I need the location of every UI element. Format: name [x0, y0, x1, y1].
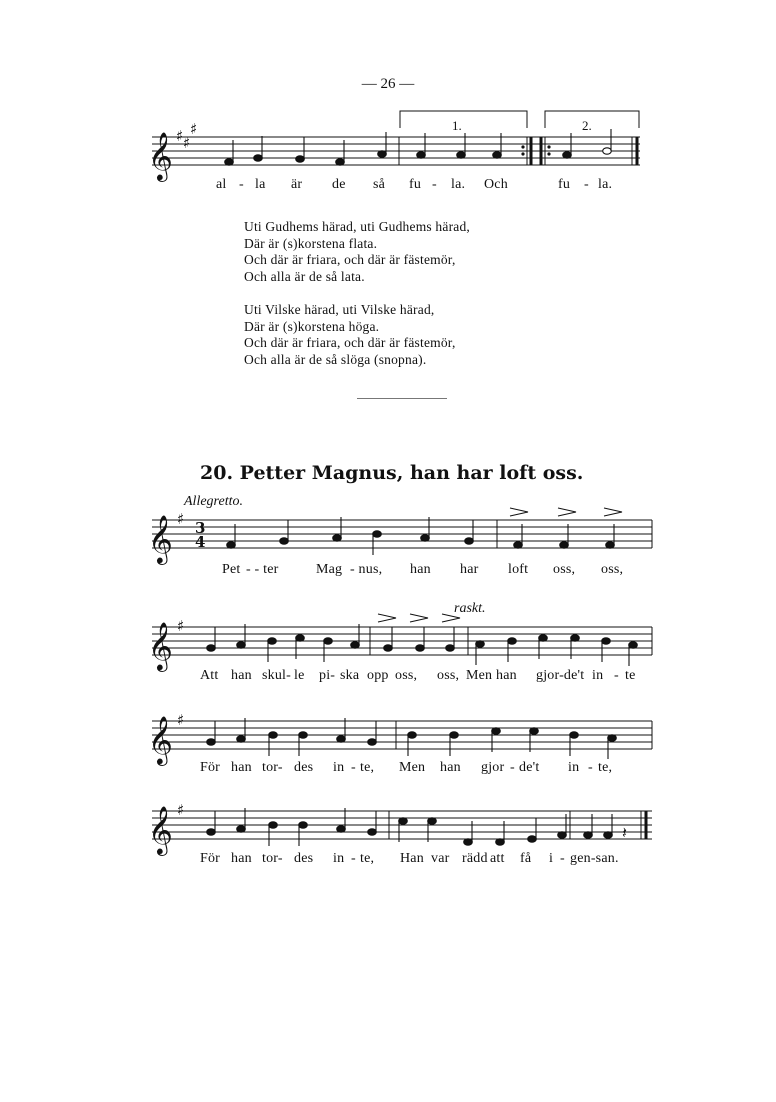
lyric-syllable: te,: [598, 760, 613, 775]
lyric-syllable: oss,: [601, 562, 624, 577]
lyric-syllable: han: [231, 760, 252, 775]
tempo-marking: Allegretto.: [184, 494, 243, 509]
lyric-syllable: Men: [466, 668, 493, 683]
lyric-syllable: han: [231, 851, 252, 866]
first-ending-label: 1.: [452, 118, 462, 133]
lyric-syllable: te,: [360, 851, 375, 866]
lyric-syllable: -: [614, 668, 619, 683]
lyric-syllable: han: [496, 668, 517, 683]
lyric-syllable: de: [332, 177, 346, 192]
verse-line: Uti Gudhems härad, uti Gudhems härad,: [244, 219, 470, 234]
svg-text:♯: ♯: [183, 134, 191, 152]
lyric-syllable: ska: [340, 668, 360, 683]
lyric-syllable: För: [200, 760, 221, 775]
lyric-syllable: fu: [558, 177, 571, 192]
lyric-syllable: gjor: [481, 760, 505, 775]
lyric-syllable: oss,: [437, 668, 460, 683]
lyric-syllable: tor-: [262, 760, 283, 775]
lyric-syllable: -: [351, 851, 356, 866]
verse-line: Och alla är de så slöga (snopna).: [244, 351, 427, 367]
lyric-syllable: - - ter: [246, 562, 279, 577]
lyric-syllable: - nus,: [350, 562, 383, 577]
svg-text:𝄞: 𝄞: [148, 514, 173, 563]
lyric-syllable: opp: [367, 668, 389, 683]
lyric-syllable: Och: [484, 177, 508, 192]
time-signature-bottom: 4: [195, 533, 206, 551]
svg-text:♯: ♯: [176, 127, 184, 145]
lyric-syllable: de't: [519, 760, 540, 775]
expression-marking: raskt.: [454, 601, 486, 616]
lyric-syllable: la: [255, 177, 266, 192]
lyric-syllable: la.: [598, 177, 613, 192]
verse-line: Och där är friara, och där är fästemör,: [244, 252, 456, 267]
lyric-syllable: fu: [409, 177, 422, 192]
svg-text:♯: ♯: [190, 120, 198, 138]
quarter-rest-icon: 𝄽: [622, 823, 627, 842]
lyric-syllable: skul-: [262, 668, 291, 683]
lyric-syllable: Att: [200, 668, 219, 683]
verse-1: [244, 219, 470, 285]
verse-line: Och där är friara, och där är fästemör,: [244, 335, 456, 350]
lyric-syllable: var: [431, 851, 450, 866]
lyric-syllable: -: [432, 177, 437, 192]
svg-text:𝄞: 𝄞: [148, 805, 173, 854]
lyric-syllable: -: [560, 851, 565, 866]
svg-text:♯: ♯: [177, 510, 185, 528]
lyric-syllable: har: [460, 562, 479, 577]
lyric-syllable: -: [239, 177, 244, 192]
song-title: 20. Petter Magnus, han har loft oss.: [200, 462, 584, 484]
lyric-syllable: -: [351, 760, 356, 775]
time-signature-top: 3: [195, 519, 206, 537]
lyric-syllable: gjor-de't: [536, 668, 585, 683]
lyric-syllable: Han: [400, 851, 424, 866]
key-signature-icon: [176, 120, 197, 819]
lyric-syllable: in: [592, 668, 604, 683]
lyric-syllable: Pet: [222, 562, 241, 577]
second-ending-label: 2.: [582, 118, 592, 133]
lyric-syllable: te,: [360, 760, 375, 775]
lyric-syllable: tor-: [262, 851, 283, 866]
lyric-syllable: la.: [451, 177, 466, 192]
verse-2: [244, 302, 456, 368]
lyric-syllable: loft: [508, 562, 529, 577]
lyric-syllable: att: [490, 851, 505, 866]
lyric-syllable: få: [520, 851, 532, 866]
lyric-syllable: rädd: [462, 851, 488, 866]
verse-line: Uti Vilske härad, uti Vilske härad,: [244, 302, 435, 317]
lyric-syllable: in: [568, 760, 580, 775]
svg-text:♯: ♯: [177, 801, 185, 819]
svg-text:𝄞: 𝄞: [148, 715, 173, 764]
lyric-syllable: al: [216, 177, 227, 192]
verse-line: Där är (s)korstena höga.: [244, 318, 380, 334]
lyric-syllable: han: [410, 562, 431, 577]
lyric-syllable: oss,: [553, 562, 576, 577]
svg-text:♯: ♯: [177, 617, 185, 635]
lyric-syllable: så: [373, 177, 386, 192]
lyric-syllable: oss,: [395, 668, 418, 683]
page-number: — 26 —: [361, 76, 415, 92]
verse-line: Där är (s)korstena flata.: [244, 235, 378, 251]
lyric-syllable: är: [291, 177, 303, 192]
section-divider: [357, 398, 447, 399]
lyric-syllable: pi-: [319, 668, 336, 683]
lyric-syllable: Mag: [316, 562, 343, 577]
lyric-syllable: För: [200, 851, 221, 866]
lyric-syllable: gen-san.: [570, 851, 619, 866]
svg-text:𝄞: 𝄞: [148, 621, 173, 670]
svg-text:♯: ♯: [177, 711, 185, 729]
lyric-syllable: -: [584, 177, 589, 192]
lyric-syllable: des: [294, 851, 314, 866]
lyric-syllable: des: [294, 760, 314, 775]
lyric-syllable: te: [625, 668, 636, 683]
lyric-syllable: -: [510, 760, 515, 775]
notes-staff-1: [225, 129, 612, 165]
lyric-syllable: han: [440, 760, 461, 775]
lyric-syllable: Men: [399, 760, 426, 775]
lyric-syllable: han: [231, 668, 252, 683]
lyric-syllable: -: [588, 760, 593, 775]
lyric-syllable: i: [549, 851, 554, 866]
verse-line: Och alla är de så lata.: [244, 268, 365, 284]
lyric-syllable: in: [333, 760, 345, 775]
svg-text:𝄞: 𝄞: [148, 131, 173, 180]
treble-clef-icon: [148, 131, 173, 856]
lyric-syllable: le: [294, 668, 305, 683]
lyric-syllable: in: [333, 851, 345, 866]
